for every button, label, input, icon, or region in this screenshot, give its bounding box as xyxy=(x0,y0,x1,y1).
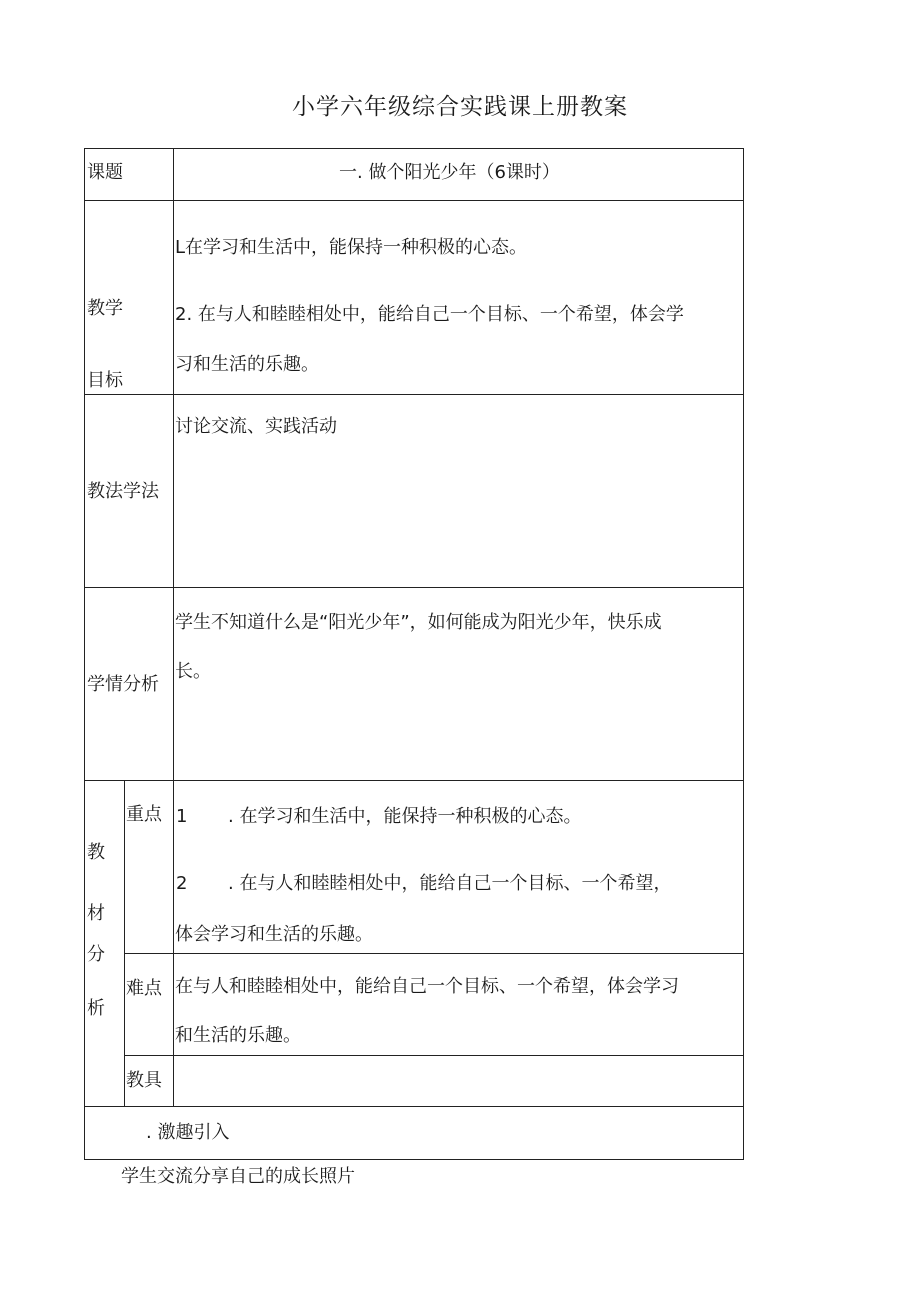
topic-value: 一. 做个阳光少年（6课时） xyxy=(339,162,560,183)
key-point-2-number: 2 xyxy=(176,873,188,894)
table-line xyxy=(84,148,85,1160)
objective-item-2-line2: 习和生活的乐趣。 xyxy=(175,354,319,375)
table-line xyxy=(84,394,744,395)
table-line xyxy=(124,953,744,954)
difficulties-line2: 和生活的乐趣。 xyxy=(175,1025,301,1046)
methods-label: 教法学法 xyxy=(87,481,159,502)
analysis-label: 学情分析 xyxy=(87,674,159,695)
table-line xyxy=(173,148,174,1107)
difficulties-label: 难点 xyxy=(126,978,162,999)
material-label-char: 材 xyxy=(87,903,105,924)
objective-item-1: L在学习和生活中，能保持一种积极的心态。 xyxy=(175,237,528,258)
after-table-text: 学生交流分享自己的成长照片 xyxy=(121,1166,355,1187)
table-line xyxy=(84,587,744,588)
methods-value: 讨论交流、实践活动 xyxy=(175,416,337,437)
key-points-label: 重点 xyxy=(126,804,162,825)
objectives-label-line1: 教学 xyxy=(87,298,123,319)
table-line xyxy=(124,1055,744,1056)
table-line xyxy=(84,780,744,781)
page-title: 小学六年级综合实践课上册教案 xyxy=(292,94,628,120)
material-label-char: 教 xyxy=(87,842,105,863)
table-line xyxy=(124,780,125,1107)
analysis-line1: 学生不知道什么是“阳光少年”，如何能成为阳光少年，快乐成 xyxy=(175,612,662,633)
objective-item-2-line1: 2. 在与人和睦睦相处中，能给自己一个目标、一个希望，体会学 xyxy=(175,304,684,325)
table-line xyxy=(743,148,744,1160)
key-point-1-text: . 在学习和生活中，能保持一种积极的心态。 xyxy=(228,806,582,827)
difficulties-line1: 在与人和睦睦相处中，能给自己一个目标、一个希望，体会学习 xyxy=(175,976,679,997)
material-label-char: 分 xyxy=(87,944,105,965)
analysis-line2: 长。 xyxy=(175,661,211,682)
objectives-label-line2: 目标 xyxy=(87,370,123,391)
key-point-2-continuation: 体会学习和生活的乐趣。 xyxy=(175,924,373,945)
topic-label: 课题 xyxy=(87,162,123,183)
table-line xyxy=(84,1106,744,1107)
table-line xyxy=(84,1159,744,1160)
key-point-2-text: . 在与人和睦睦相处中，能给自己一个目标、一个希望， xyxy=(228,873,672,894)
table-line xyxy=(84,200,744,201)
table-line xyxy=(84,148,744,149)
intro-value: . 激趣引入 xyxy=(146,1122,230,1143)
tools-label: 教具 xyxy=(126,1070,162,1091)
key-point-1-number: 1 xyxy=(176,806,188,827)
material-label-char: 析 xyxy=(87,998,105,1019)
